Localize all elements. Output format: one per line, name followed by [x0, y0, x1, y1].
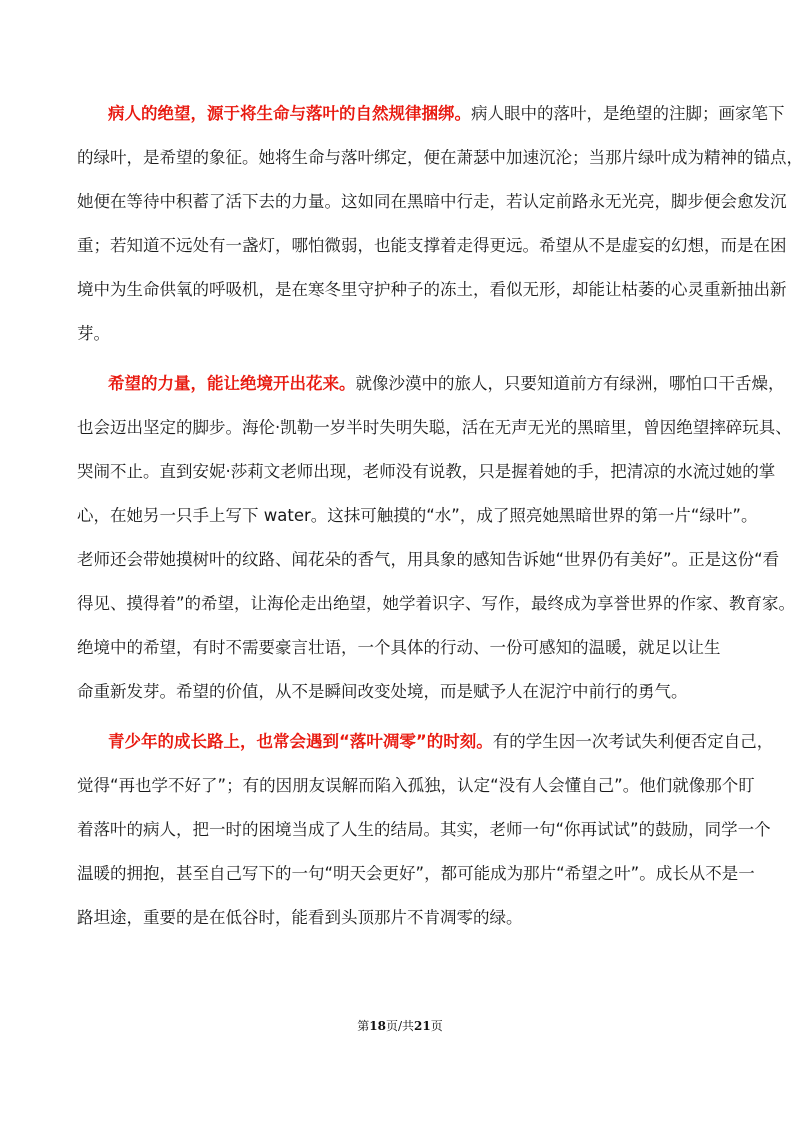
- paragraph-line: 得见、摸得着”的希望，让海伦走出绝望，她学着识字、写作，最终成为享誉世界的作家、教育家。: [77, 594, 796, 613]
- paragraph-line: 温暖的拥抱，甚至自己写下的一句“明天会更好”，都可能成为那片“希望之叶”。成长从不是一: [77, 864, 755, 883]
- page-number-middle: 页/共: [385, 1019, 415, 1033]
- paragraph-lead: 青少年的成长路上，也常会遇到“落叶凋零”的时刻。: [108, 732, 493, 751]
- total-pages: 21: [414, 1019, 431, 1033]
- paragraph-lead: 希望的力量，能让绝境开出花来。: [108, 374, 356, 393]
- paragraph-line: 老师还会带她摸树叶的纹路、闻花朵的香气，用具象的感知告诉她“世界仍有美好”。正是这份“看: [77, 550, 780, 569]
- paragraph-lead: 病人的绝望，源于将生命与落叶的自然规律捆绑。: [108, 104, 471, 123]
- paragraph-line: 她便在等待中积蓄了活下去的力量。这如同在黑暗中行走，若认定前路永无光亮，脚步便会愈发沉: [77, 192, 787, 211]
- paragraph-line: 的绿叶，是希望的象征。她将生命与落叶绑定，便在萧瑟中加速沉沦；当那片绿叶成为精神的锚点，: [77, 148, 803, 167]
- paragraph-text: 病人眼中的落叶，是绝望的注脚；画家笔下: [471, 104, 785, 123]
- paragraph-line: 绝境中的希望，有时不需要豪言壮语，一个具体的行动、一份可感知的温暖，就足以让生: [77, 638, 721, 657]
- paragraph-text: 就像沙漠中的旅人，只要知道前方有绿洲，哪怕口干舌燥，: [355, 374, 785, 393]
- paragraph-line: 芽。: [77, 324, 110, 343]
- paragraph-line: 重；若知道不远处有一盏灯，哪怕微弱，也能支撑着走得更远。希望从不是虚妄的幻想，而是在困: [77, 236, 787, 255]
- paragraph-line: [108, 104, 785, 124]
- paragraph-line: 觉得“再也学不好了”；有的因朋友误解而陷入孤独，认定“没有人会懂自己”。他们就像那个盯: [77, 776, 755, 795]
- paragraph-line: [108, 732, 774, 752]
- current-page: 18: [369, 1019, 386, 1033]
- page-number-suffix: 页: [430, 1019, 443, 1033]
- page-number: [0, 1018, 800, 1034]
- page-number-prefix: 第: [357, 1019, 370, 1033]
- paragraph-line: 着落叶的病人，把一时的困境当成了人生的结局。其实，老师一句“你再试试”的鼓励，同学一个: [77, 820, 771, 839]
- paragraph-line: 心，在她另一只手上写下 water。这抹可触摸的“水”，成了照亮她黑暗世界的第一片“绿叶”。: [77, 506, 758, 525]
- paragraph-line: 也会迈出坚定的脚步。海伦·凯勒一岁半时失明失聪，活在无声无光的黑暗里，曾因绝望摔碎玩具、: [77, 418, 792, 437]
- paragraph-line: [108, 374, 785, 394]
- paragraph-line: 哭闹不止。直到安妮·莎莉文老师出现，老师没有说教，只是握着她的手，把清凉的水流过她的掌: [77, 462, 776, 481]
- paragraph-line: 境中为生命供氧的呼吸机，是在寒冬里守护种子的冻土，看似无形，却能让枯萎的心灵重新抽出新: [77, 280, 787, 299]
- paragraph-line: 命重新发芽。希望的价值，从不是瞬间改变处境，而是赋予人在泥泞中前行的勇气。: [77, 682, 688, 701]
- paragraph-text: 有的学生因一次考试失利便否定自己，: [492, 732, 774, 751]
- paragraph-line: 路坦途，重要的是在低谷时，能看到头顶那片不肯凋零的绿。: [77, 908, 523, 927]
